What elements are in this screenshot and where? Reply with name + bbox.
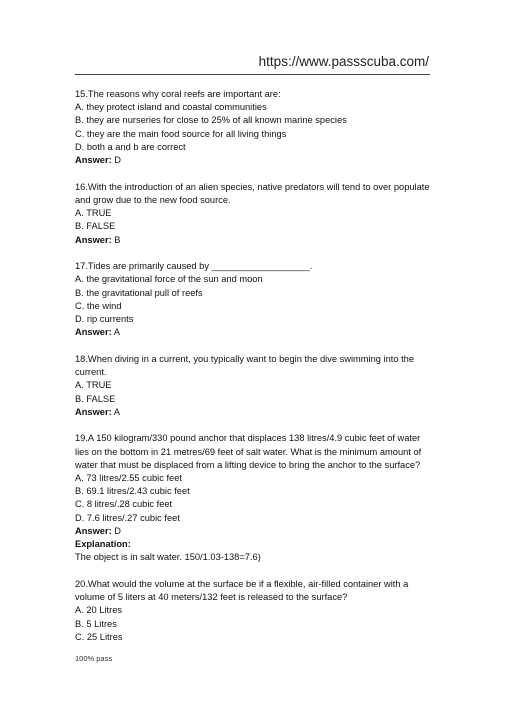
option-a: A. 20 Litres: [75, 605, 123, 616]
option-a: A. TRUE: [75, 380, 112, 391]
footer-text: 100% pass: [75, 654, 113, 663]
answer-line: [75, 326, 435, 339]
option-b: B. 69.1 litres/2.43 cubic feet: [75, 486, 190, 497]
option-b: B. FALSE: [75, 393, 116, 404]
question-list: [75, 88, 435, 658]
option-c: C. 8 litres/.28 cubic feet: [75, 499, 173, 510]
question-text: 19.A 150 kilogram/330 pound anchor that displaces 138 litres/4.9 cubic feet of water lies on the bottom in 21 metres/69 feet of salt water. What is the minimum amount of water that must be displaced from a lifting device to bring the anchor to the surface?: [75, 433, 422, 470]
option-b: B. FALSE: [75, 221, 116, 232]
answer-value: A: [113, 406, 120, 417]
answer-label: Answer:: [75, 327, 112, 338]
question-text: 20.What would the volume at the surface be if a flexible, air-filled container with a volume of 5 liters at 40 meters/132 feet is released to the surface?: [75, 579, 409, 603]
answer-line: [75, 234, 435, 247]
question-text: 17.Tides are primarily caused by ___________________.: [75, 261, 313, 272]
answer-label: Answer:: [75, 155, 112, 166]
question-18: [75, 353, 435, 419]
option-c: C. the wind: [75, 300, 122, 311]
explanation-text: The object is in salt water. 150/1.03-138=7.6): [75, 552, 261, 563]
answer-line: [75, 525, 435, 538]
question-text: 16.With the introduction of an alien species, native predators will tend to over populate and grow due to the new food source.: [75, 181, 430, 205]
option-a: A. TRUE: [75, 208, 112, 219]
question-20: [75, 578, 435, 644]
answer-value: A: [113, 327, 120, 338]
option-c: C. 25 Litres: [75, 631, 123, 642]
option-a: A. 73 litres/2.55 cubic feet: [75, 473, 182, 484]
option-b: B. the gravitational pull of reefs: [75, 287, 203, 298]
question-17: [75, 260, 435, 339]
option-c: C. they are the main food source for all living things: [75, 128, 287, 139]
option-d: D. both a and b are correct: [75, 141, 186, 152]
option-b: B. 5 Litres: [75, 618, 117, 629]
answer-value: D: [114, 525, 121, 536]
option-d: D. 7.6 litres/.27 cubic feet: [75, 512, 180, 523]
answer-value: D: [114, 155, 121, 166]
option-d: D. rip currents: [75, 314, 134, 325]
explanation-label: Explanation:: [75, 539, 131, 550]
question-text: 15.The reasons why coral reefs are important are:: [75, 89, 281, 99]
header-url: https://www.passscuba.com/: [258, 54, 429, 69]
answer-label: Answer:: [75, 525, 112, 536]
answer-value: B: [114, 234, 121, 245]
header-divider: [75, 74, 430, 75]
option-a: A. they protect island and coastal communities: [75, 102, 267, 113]
option-a: A. the gravitational force of the sun and moon: [75, 274, 263, 285]
answer-label: Answer:: [75, 406, 112, 417]
question-15: [75, 88, 435, 167]
question-19: [75, 432, 435, 564]
option-b: B. they are nurseries for close to 25% of all known marine species: [75, 115, 347, 126]
answer-line: [75, 406, 435, 419]
question-text: 18.When diving in a current, you typically want to begin the dive swimming into the current.: [75, 353, 414, 378]
answer-label: Answer:: [75, 234, 112, 245]
question-16: [75, 181, 435, 247]
answer-line: [75, 154, 435, 167]
